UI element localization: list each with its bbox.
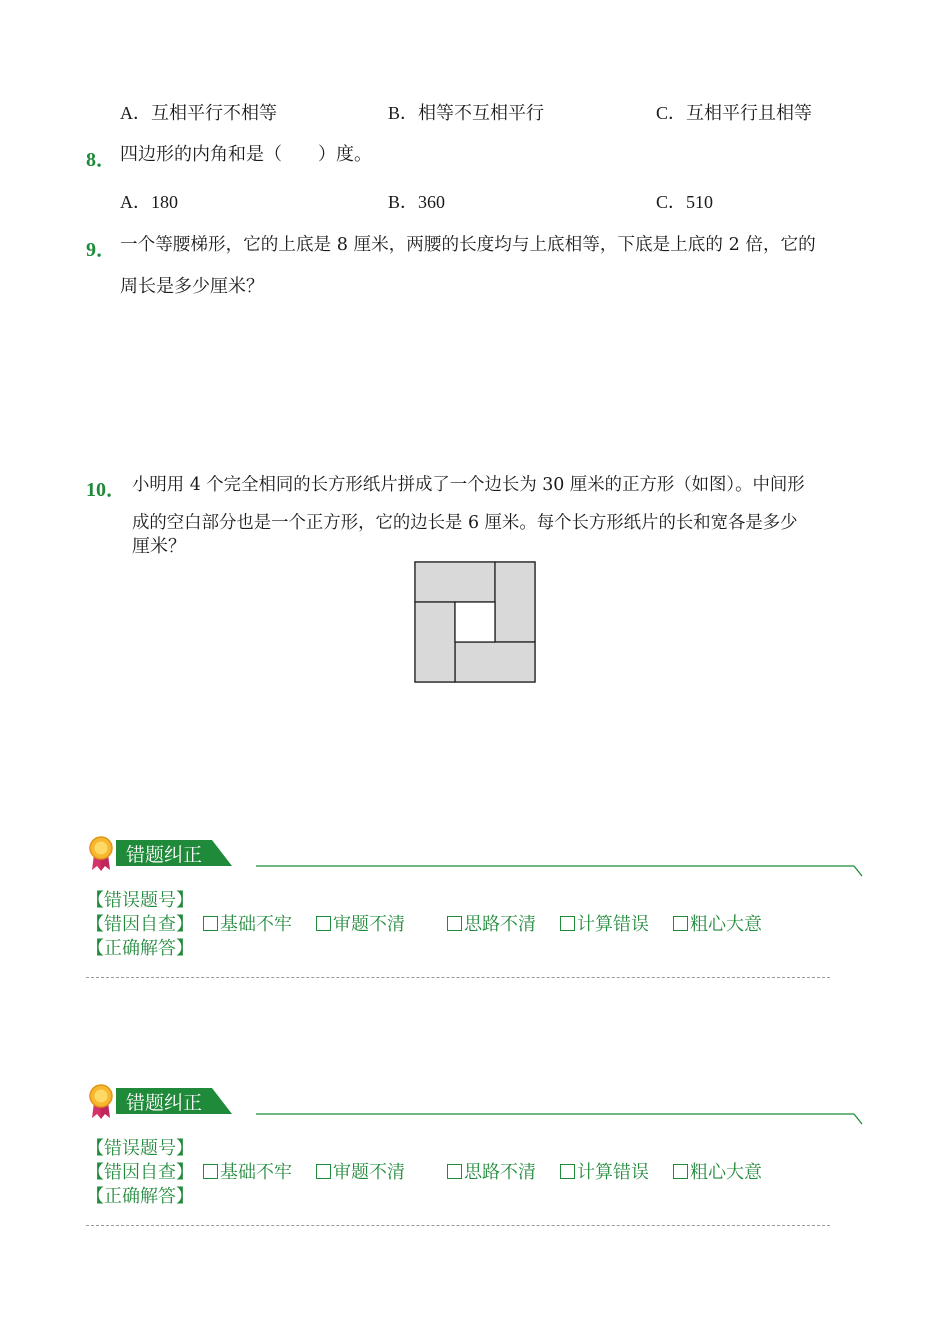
checkbox-icon[interactable] (316, 1164, 331, 1179)
q9-line1: 一个等腰梯形，它的上底是 8 厘米，两腰的长度均与上底相等，下底是上底的 2 倍，它的 (120, 235, 816, 255)
q10-line2: 成的空白部分也是一个正方形，它的边长是 6 厘米。每个长方形纸片的长和宽各是多少 (132, 513, 798, 533)
q9-line2: 周长是多少厘米？ (120, 276, 264, 297)
center-square (455, 602, 495, 642)
checkbox-icon[interactable] (673, 916, 688, 931)
wrong-number-label-2: 【错误题号】 (86, 1138, 194, 1159)
checkbox-icon[interactable] (673, 1164, 688, 1179)
rect-bottom (455, 642, 535, 682)
checkbox-icon[interactable] (316, 916, 331, 931)
checkbox-icon[interactable] (560, 916, 575, 931)
cause-option-1-5[interactable]: 粗心大意 (670, 913, 762, 937)
q7-option-c: C．互相平行且相等 (656, 103, 813, 124)
q10-number: 10． (86, 479, 126, 501)
banner-title-1: 错题纠正 (126, 844, 203, 866)
cause-option-2-2[interactable]: 审题不清 (313, 1161, 405, 1185)
cause-option-1-2[interactable]: 审题不清 (313, 913, 405, 937)
pinwheel-figure (414, 561, 536, 683)
q8-option-a: A．180 (120, 192, 178, 212)
answer-label-2: 【正确解答】 (86, 1186, 194, 1207)
cause-row-2 (86, 1161, 194, 1185)
rect-left (415, 602, 455, 682)
cause-option-1-4[interactable]: 计算错误 (557, 913, 649, 937)
checkbox-icon[interactable] (560, 1164, 575, 1179)
answer-label-1: 【正确解答】 (86, 938, 194, 959)
q8-stem: 四边形的内角和是（ ）度。 (120, 144, 372, 165)
rect-top (415, 562, 495, 602)
dashed-divider-2 (86, 1225, 830, 1226)
q8-number: 8． (86, 149, 116, 171)
cause-label-2: 【错因自查】 (86, 1162, 194, 1183)
dashed-divider-1 (86, 977, 830, 978)
checkbox-icon[interactable] (447, 916, 462, 931)
cause-option-2-3[interactable]: 思路不清 (444, 1161, 536, 1185)
medal-icon (90, 837, 112, 871)
wrong-number-label-1: 【错误题号】 (86, 890, 194, 911)
cause-option-1-3[interactable]: 思路不清 (444, 913, 536, 937)
banner-title-2: 错题纠正 (126, 1092, 203, 1114)
q9-number: 9． (86, 239, 116, 261)
q8-option-c: C．510 (656, 192, 714, 212)
checkbox-icon[interactable] (203, 1164, 218, 1179)
checkbox-icon[interactable] (203, 916, 218, 931)
q10-line1: 小明用 4 个完全相同的长方形纸片拼成了一个边长为 30 厘米的正方形（如图）。中间形 (132, 475, 805, 495)
q8-option-b: B．360 (388, 192, 446, 212)
cause-option-1-1[interactable]: 基础不牢 (200, 913, 292, 937)
medal-icon (90, 1085, 112, 1119)
cause-option-2-4[interactable]: 计算错误 (557, 1161, 649, 1185)
review-banner-2 (88, 1082, 868, 1128)
rect-right (495, 562, 535, 642)
cause-option-2-1[interactable]: 基础不牢 (200, 1161, 292, 1185)
cause-label-1: 【错因自查】 (86, 914, 194, 935)
cause-row-1 (86, 913, 194, 937)
cause-option-2-5[interactable]: 粗心大意 (670, 1161, 762, 1185)
checkbox-icon[interactable] (447, 1164, 462, 1179)
review-banner-1 (88, 834, 868, 880)
q7-option-a: A．互相平行不相等 (120, 103, 277, 124)
q10-line3: 厘米？ (132, 536, 186, 557)
q7-option-b: B．相等不互相平行 (388, 103, 545, 124)
